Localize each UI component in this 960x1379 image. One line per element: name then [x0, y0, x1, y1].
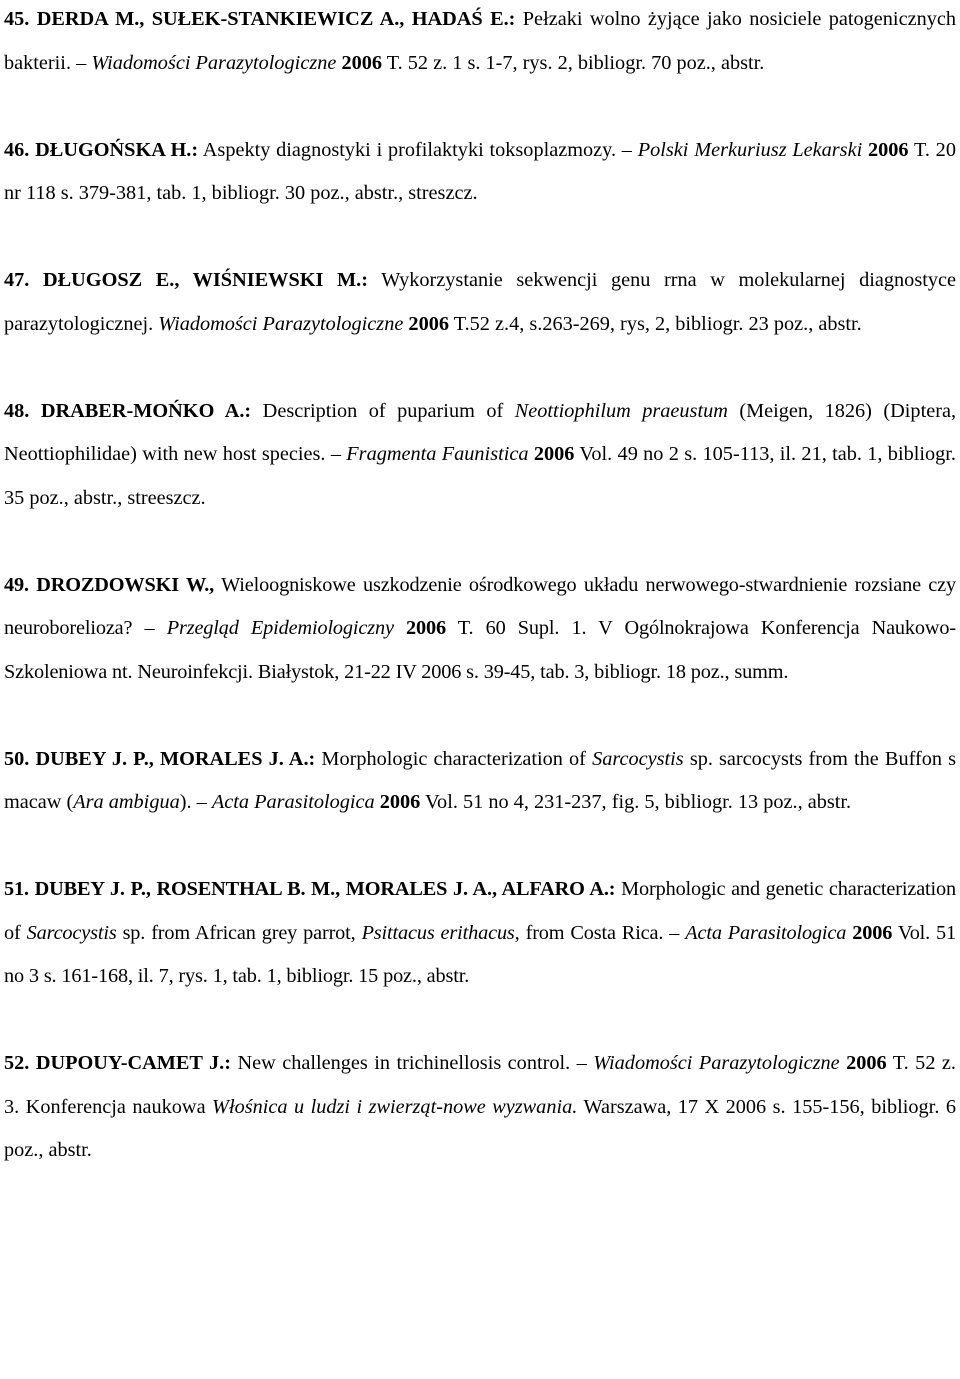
- entry-number: 48.: [4, 399, 30, 422]
- entry-species: Neottiophilum praeustum: [514, 399, 728, 422]
- bibliography-entry-51: [4, 868, 956, 999]
- entry-title-end: ). –: [179, 791, 207, 813]
- entry-conference: Włośnica u ludzi i zwierząt-nowe wyzwania.: [212, 1095, 578, 1118]
- entry-number: 50.: [4, 747, 30, 770]
- entry-number: 52.: [4, 1052, 30, 1074]
- entry-year: 2006: [867, 138, 909, 161]
- entry-authors: DERDA M., SUŁEK-STANKIEWICZ A., HADAŚ E.:: [36, 8, 516, 30]
- entry-number: 46.: [4, 138, 30, 161]
- entry-title: Pełzaki wolno żyjące jako nosiciele patogenicznych bakterii. –: [4, 8, 956, 74]
- entry-authors: DUPOUY-CAMET J.:: [35, 1052, 231, 1074]
- entry-genus: Sarcocystis: [592, 747, 684, 770]
- entry-journal: Acta Parasitologica: [685, 921, 847, 944]
- entry-authors: DŁUGOŃSKA H.:: [35, 138, 199, 161]
- entry-journal: Polski Merkuriusz Lekarski: [637, 138, 863, 161]
- entry-title: Description of puparium of: [262, 399, 504, 422]
- entry-year: 2006: [852, 921, 893, 944]
- entry-title: Wieloogniskowe uszkodzenie ośrodkowego układu nerwowego-stwardnienie rozsiane czy neuroborelioza? –: [4, 573, 956, 639]
- entry-authors: DUBEY J. P., ROSENTHAL B. M., MORALES J. A., ALFARO A.:: [34, 878, 616, 900]
- entry-details: Vol. 51 no 4, 231-237, fig. 5, bibliogr. 13 poz., abstr.: [425, 791, 852, 813]
- bibliography-entry-50: [4, 738, 956, 825]
- entry-journal: Wiadomości Parazytologiczne: [91, 51, 337, 74]
- entry-year: 2006: [341, 51, 382, 74]
- entry-title-cont: sp. sarcocysts from the Buffon s macaw (: [4, 747, 957, 813]
- bibliography-entry-52: [4, 1042, 956, 1173]
- entry-title: Aspekty diagnostyki i profilaktyki toksoplazmozy. –: [202, 138, 632, 161]
- entry-authors: DŁUGOSZ E., WIŚNIEWSKI M.:: [42, 269, 368, 291]
- entry-number: 51.: [4, 878, 29, 900]
- bibliography-entry-49: [4, 564, 956, 695]
- bibliography-entry-46: [4, 129, 956, 216]
- bibliography-entry-47: [4, 259, 956, 346]
- entry-number: 49.: [4, 573, 29, 596]
- entry-genus: Sarcocystis: [26, 921, 117, 944]
- entry-journal: Acta Parasitologica: [211, 791, 375, 813]
- entry-details: T. 20 nr 118 s. 379-381, tab. 1, bibliogr. 30 poz., abstr., streszcz.: [4, 138, 956, 204]
- entry-year: 2006: [379, 791, 421, 813]
- entry-journal: Fragmenta Faunistica: [346, 443, 529, 465]
- entry-title: New challenges in trichinellosis control. –: [237, 1052, 587, 1074]
- entry-authors: DROZDOWSKI W.,: [36, 573, 215, 596]
- entry-authors: DUBEY J. P., MORALES J. A.:: [35, 747, 316, 770]
- entry-details: Vol. 51 no 3 s. 161-168, il. 7, rys. 1, tab. 1, bibliogr. 15 poz., abstr.: [4, 921, 957, 987]
- entry-number: 47.: [4, 269, 30, 291]
- entry-details-cont: Warszawa, 17 X 2006 s. 155-156, bibliogr. 6 poz., abstr.: [4, 1095, 956, 1161]
- entry-title: Morphologic and genetic characterization of: [4, 878, 957, 944]
- entry-title: Wykorzystanie sekwencji genu rrna w molekularnej diagnostyce parazytologicznej.: [4, 269, 956, 335]
- entry-title: Morphologic characterization of: [321, 747, 586, 770]
- entry-journal: Przegląd Epidemiologiczny: [166, 617, 394, 639]
- bibliography-entry-48: [4, 390, 956, 521]
- entry-details: T. 52 z. 1 s. 1-7, rys. 2, bibliogr. 70 poz., abstr.: [386, 51, 765, 74]
- bibliography-entry-45: [4, 0, 956, 85]
- entry-title-end: from Costa Rica. –: [525, 921, 680, 944]
- entry-journal: Wiadomości Parazytologiczne: [158, 312, 404, 335]
- entry-species: Psittacus erithacus,: [361, 921, 520, 944]
- entry-year: 2006: [846, 1052, 887, 1074]
- entry-details: T. 52 z. 3. Konferencja naukowa: [4, 1052, 956, 1118]
- entry-title-cont: sp. from African grey parrot,: [122, 921, 356, 944]
- entry-authors: DRABER-MOŃKO A.:: [40, 399, 252, 422]
- entry-details: T. 60 Supl. 1. V Ogólnokrajowa Konferencja Naukowo-Szkoleniowa nt. Neuroinfekcji. Białystok, 21-22 IV 2006 s. 39-45, tab. 3, bibliogr. 18 poz., summ.: [4, 617, 956, 683]
- entry-details: T.52 z.4, s.263-269, rys, 2, bibliogr. 23 poz., abstr.: [453, 312, 862, 335]
- entry-number: 45.: [4, 8, 30, 30]
- entry-species: Ara ambigua: [73, 791, 180, 813]
- entry-year: 2006: [533, 443, 575, 465]
- entry-title-cont: (Meigen, 1826) (Diptera, Neottiophilidae) with new host species. –: [4, 399, 957, 465]
- entry-year: 2006: [408, 312, 449, 335]
- entry-details: Vol. 49 no 2 s. 105-113, il. 21, tab. 1, bibliogr. 35 poz., abstr., streeszcz.: [4, 443, 956, 509]
- entry-journal: Wiadomości Parazytologiczne: [593, 1052, 840, 1074]
- entry-year: 2006: [406, 617, 446, 639]
